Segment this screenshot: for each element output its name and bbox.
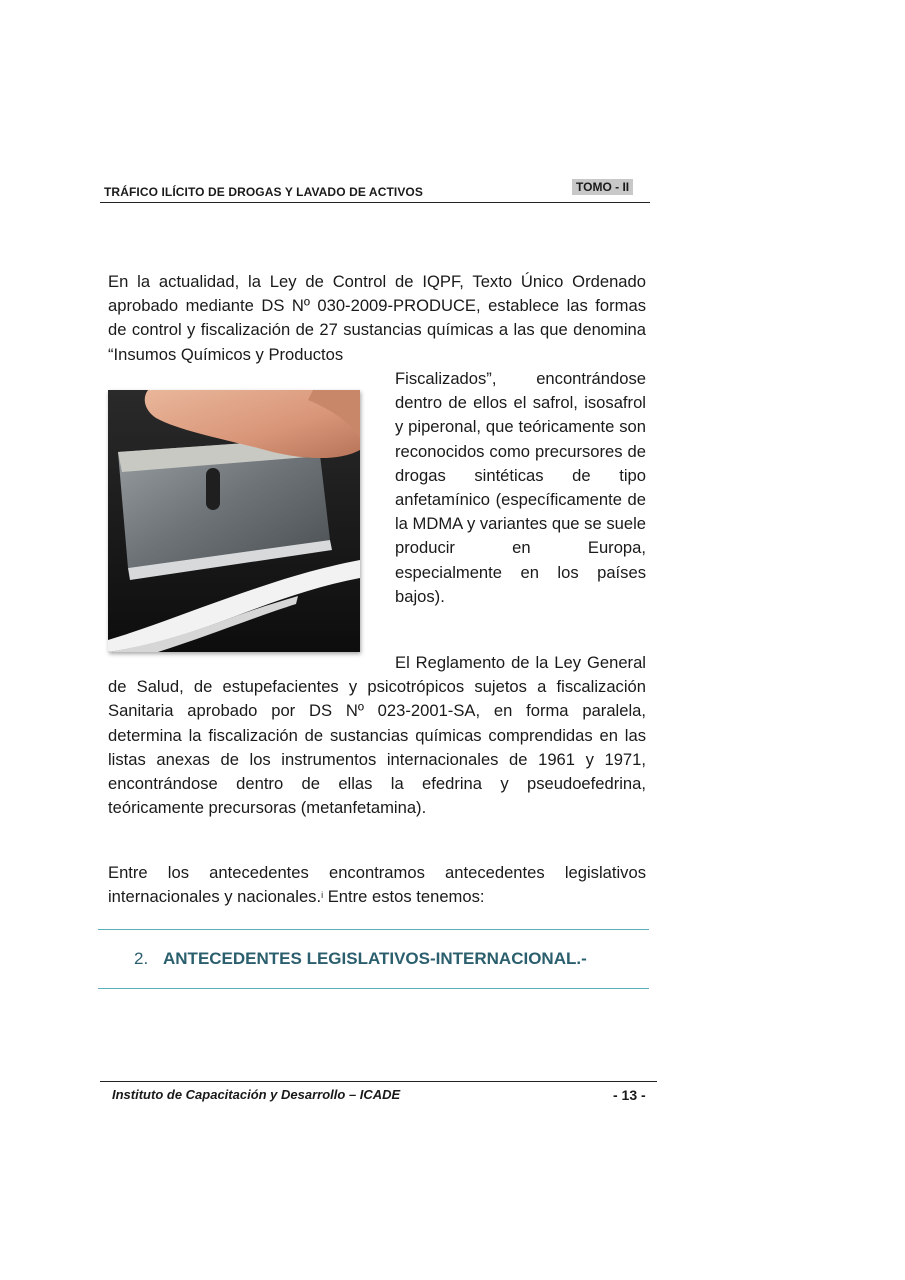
footer-institute: Instituto de Capacitación y Desarrollo – ICADE xyxy=(112,1087,401,1102)
tomo-badge: TOMO - II xyxy=(572,179,633,195)
paragraph-reglamento: El Reglamento de la Ley General de Salud, de estupefacientes y psicotrópicos sujetos a fiscalización Sanitaria aprobado por DS Nº 023-2001-SA, en forma paralela, determina la fiscalización de sustancias químicas comprendidas en las listas anexas de los instrumentos internacionales de 1961 y 1971, encontrándose dentro de ellas la efedrina y pseudoefedrina, teóricamente precursoras (metanfetamina). xyxy=(108,653,646,818)
section-number: 2. xyxy=(134,949,149,968)
footnote-marker[interactable]: i xyxy=(321,890,324,901)
section-heading: ANTECEDENTES LEGISLATIVOS-INTERNACIONAL.- xyxy=(163,949,587,968)
antecedentes-text-end: Entre estos tenemos: xyxy=(323,887,485,907)
section-rule-top xyxy=(98,929,649,930)
header-title: TRÁFICO ILÍCITO DE DROGAS Y LAVADO DE ACTIVOS xyxy=(104,185,423,199)
footer-divider xyxy=(100,1081,657,1082)
page-number: - 13 - xyxy=(613,1087,646,1103)
section-rule-bottom xyxy=(98,988,649,989)
paragraph-antecedentes xyxy=(108,861,646,909)
antecedentes-text: Entre los antecedentes encontramos antecedentes legislativos internacionales y nacionales. xyxy=(108,863,646,907)
paragraph-intro: En la actualidad, la Ley de Control de IQPF, Texto Único Ordenado aprobado mediante DS Nº 030-2009-PRODUCE, establece las formas de control y fiscalización de 27 sustancias químicas a las que denomina “Insumos Químicos y Productos xyxy=(108,272,646,364)
razor-blade-photo xyxy=(108,390,360,652)
header-divider xyxy=(100,202,650,203)
paragraph-intro-wrap: Fiscalizados”, encontrándose dentro de ellos el safrol, isosafrol y piperonal, que teóricamente son reconocidos como precursores de drogas sintéticas de tipo anfetamínico (específicamente de la MDMA y variantes que se suele producir en Europa, especialmente en los países bajos). xyxy=(395,369,646,606)
